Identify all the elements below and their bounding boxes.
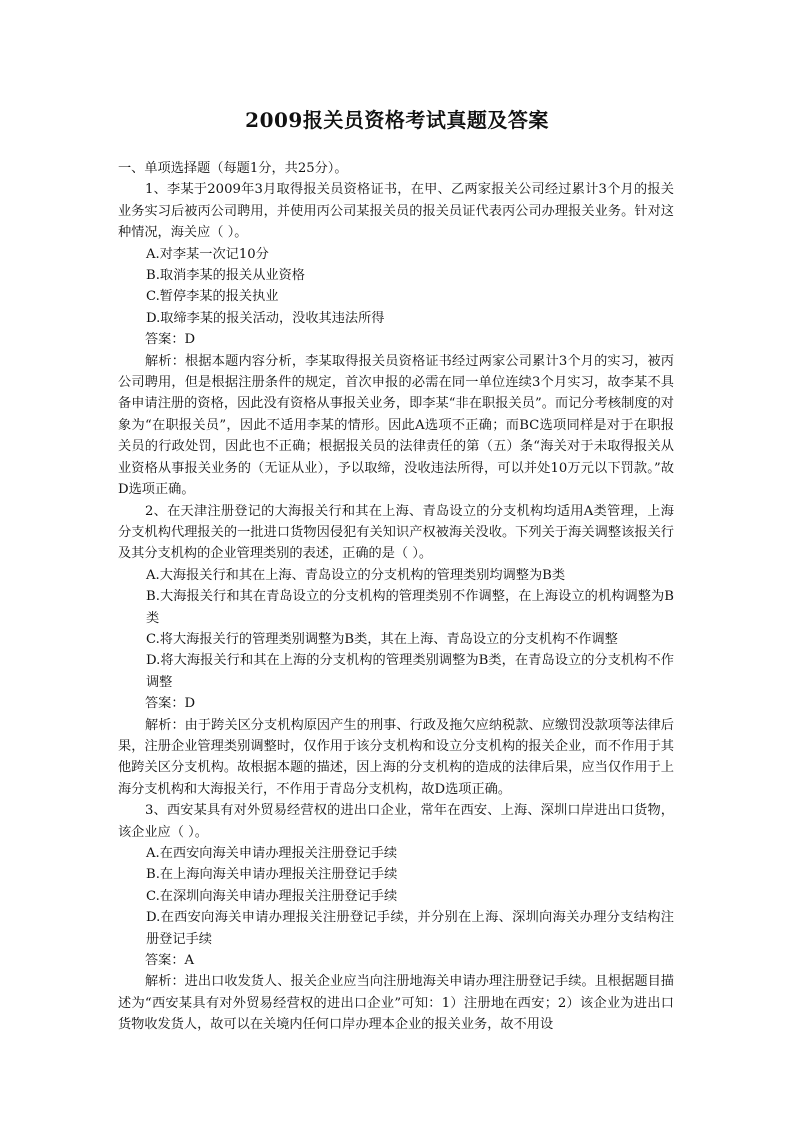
answer-line: 答案：D: [145, 332, 196, 348]
question-option: A.对李某一次记10分: [146, 246, 269, 262]
question-option: A.大海报关行和其在上海、青岛设立的分支机构的管理类别均调整为B类: [146, 567, 566, 583]
document-body: [118, 158, 674, 1036]
question-stem: 2、在天津注册登记的大海报关行和其在上海、青岛设立的分支机构均适用A类管理，上海分支机构代理报关的一批进口货物因侵犯有关知识产权被海关没收。下列关于海关调整该报关行及其分支机构的企业管理类别的表述，正确的是（ ）。: [118, 503, 674, 562]
question-option: D.在西安向海关申请办理报关注册登记手续，并分别在上海、深圳向海关办理分支结构注册登记手续: [146, 910, 674, 947]
question-option: B.取消李某的报关从业资格: [146, 268, 305, 284]
question-option: D.将大海报关行和其在上海的分支机构的管理类别调整为B类，在青岛设立的分支机构不作调整: [146, 653, 674, 690]
question-option: A.在西安向海关申请办理报关注册登记手续: [146, 846, 398, 861]
analysis-paragraph: 解析：由于跨关区分支机构原因产生的刑事、行政及拖欠应纳税款、应缴罚没款项等法律后果，注册企业管理类别调整时，仅作用于该分支机构和设立分支机构的报关企业，而不作用于其他跨关区分支机构。故根据本题的描述，因上海的分支机构的造成的法律后果，应当仅作用于上海分支机构和大海报关行，不作用于青岛分支机构，故D选项正确。: [118, 717, 674, 797]
answer-line: 答案：D: [145, 696, 196, 712]
question-option: B.在上海向海关申请办理报关注册登记手续: [146, 867, 398, 883]
analysis-paragraph: 解析：根据本题内容分析，李某取得报关员资格证书经过两家公司累计3个月的实习，被丙公司聘用，但是根据注册条件的规定，首次申报的必需在同一单位连续3个月实习，故李某不具备申请注册的资格，因此没有资格从事报关业务，即李某“非在职报关员”。而记分考核制度的对象为“在职报关员”，因此不适用李某的情形。因此A选项不正确；而BC选项同样是对于在职报关员的行政处罚，因此也不正确；根据报关员的法律责任的第（五）条“海关对于未取得报关从业资格从事报关业务的（无证从业），予以取缔，没收违法所得，可以并处10万元以下罚款。”故D选项正确。: [118, 353, 674, 498]
analysis-paragraph: 解析：进出口收发货人、报关企业应当向注册地海关申请办理注册登记手续。且根据题目描述为“西安某具有对外贸易经营权的进出口企业”可知：1）注册地在西安；2）该企业为进出口货物收发货人，故可以在关境内任何口岸办理本企业的报关业务，故不用设: [118, 974, 674, 1033]
question-stem: 1、李某于2009年3月取得报关员资格证书，在甲、乙两家报关公司经过累计3个月的报关业务实习后被丙公司聘用，并使用丙公司某报关员的报关员证代表丙公司办理报关业务。针对这种情况，海关应（ ）。: [118, 182, 674, 241]
question-option: C.在深圳向海关申请办理报关注册登记手续: [146, 888, 398, 904]
section-heading: 一、单项选择题（每题1分，共25分）。: [118, 161, 348, 176]
document-title: 2009报关员资格考试真题及答案: [245, 108, 549, 132]
question-option: D.取缔李某的报关活动，没收其违法所得: [146, 310, 385, 326]
answer-line: 答案：A: [145, 953, 195, 969]
question-option: C.暂停李某的报关执业: [146, 289, 279, 305]
question-option: C.将大海报关行的管理类别调整为B类，其在上海、青岛设立的分支机构不作调整: [146, 631, 618, 647]
question-option: B.大海报关行和其在青岛设立的分支机构的管理类别不作调整，在上海设立的机构调整为B类: [146, 589, 674, 626]
question-stem: 3、西安某具有对外贸易经营权的进出口企业，常年在西安、上海、深圳口岸进出口货物，该企业应（ ）。: [118, 803, 674, 840]
